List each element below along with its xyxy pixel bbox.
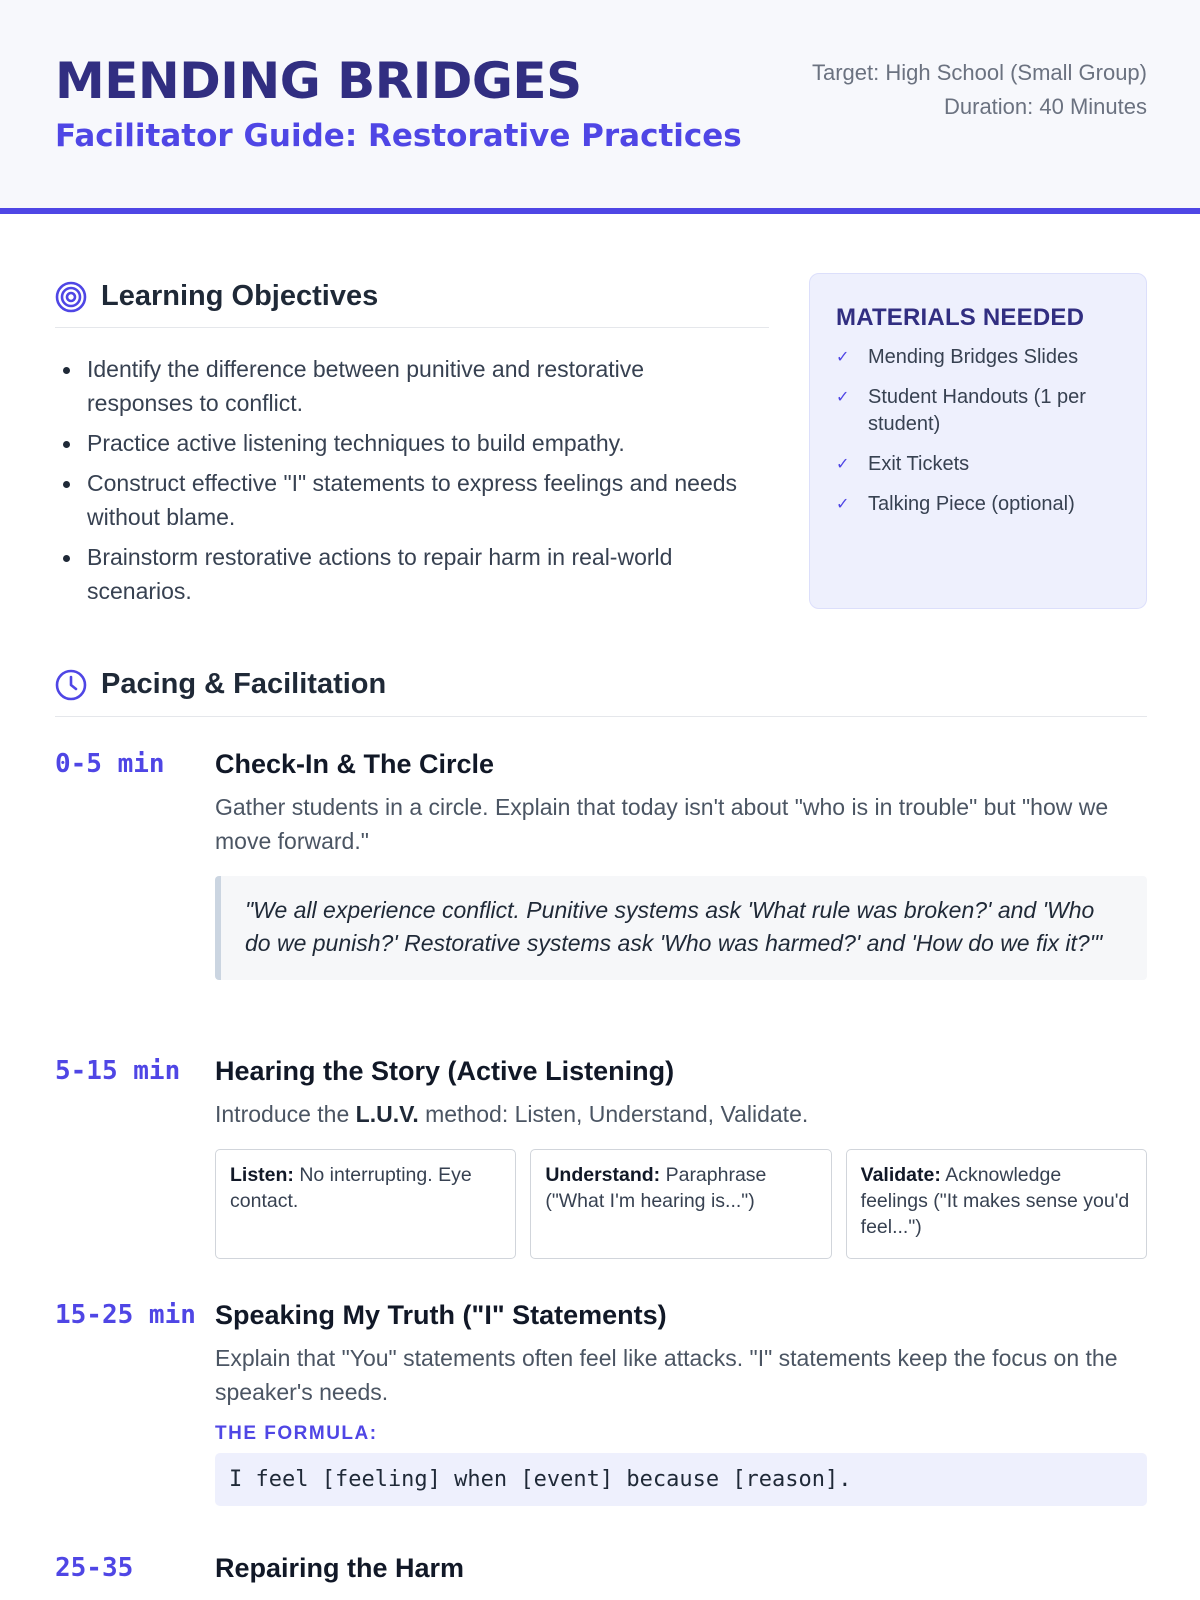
card-term: Listen: bbox=[230, 1164, 294, 1186]
clock-icon bbox=[55, 669, 87, 701]
block-content bbox=[215, 1297, 1147, 1506]
block-description: Gather students in a circle. Explain that today isn't about "who is in trouble" but "how we move forward." bbox=[215, 794, 1109, 854]
formula-box: I feel [feeling] when [event] because [reason]. bbox=[215, 1453, 1147, 1506]
check-icon: ✓ bbox=[836, 496, 850, 513]
luv-card-listen bbox=[215, 1149, 516, 1259]
pacing-title: Pacing & Facilitation bbox=[101, 668, 387, 700]
material-label: Student Handouts (1 per student) bbox=[868, 386, 1086, 435]
material-item bbox=[836, 384, 1120, 438]
block-content bbox=[215, 746, 1147, 980]
block-title: Check-In & The Circle bbox=[215, 749, 495, 779]
block-title: Speaking My Truth ("I" Statements) bbox=[215, 1300, 667, 1330]
objectives-heading bbox=[55, 280, 378, 313]
lesson-duration: Duration: 40 Minutes bbox=[944, 94, 1147, 119]
material-item bbox=[836, 451, 1120, 478]
document-header bbox=[0, 0, 1200, 214]
objectives-title: Learning Objectives bbox=[101, 280, 379, 312]
text-segment: Introduce the bbox=[215, 1101, 356, 1127]
check-icon: ✓ bbox=[836, 456, 850, 473]
block-content bbox=[215, 1550, 1147, 1586]
document-subtitle: Facilitator Guide: Restorative Practices bbox=[55, 118, 742, 154]
text-segment: method: Listen, Understand, Validate. bbox=[418, 1101, 809, 1127]
material-item bbox=[836, 344, 1120, 371]
objectives-divider bbox=[55, 327, 769, 328]
script-quote: "We all experience conflict. Punitive systems ask 'What rule was broken?' and 'Who do we punish?' Restorative systems ask 'Who was harmed?' and 'How do we fix it?'" bbox=[215, 876, 1147, 980]
objective-item: Brainstorm restorative actions to repair harm in real-world scenarios. bbox=[55, 540, 755, 608]
card-term: Understand: bbox=[545, 1164, 661, 1186]
check-icon: ✓ bbox=[836, 389, 850, 406]
formula-label: THE FORMULA: bbox=[215, 1423, 378, 1444]
block-title: Hearing the Story (Active Listening) bbox=[215, 1056, 675, 1086]
luv-card-understand bbox=[530, 1149, 831, 1259]
objectives-list bbox=[55, 352, 755, 614]
card-desc: Acknowledge feelings ("It makes sense you'd feel...") bbox=[860, 1164, 1130, 1238]
lesson-meta bbox=[812, 56, 1147, 124]
pacing-divider bbox=[55, 716, 1147, 717]
block-title: Repairing the Harm bbox=[215, 1553, 465, 1583]
objective-item: Practice active listening techniques to build empathy. bbox=[55, 426, 755, 460]
card-term: Validate: bbox=[860, 1164, 941, 1186]
objective-item: Identify the difference between punitive and restorative responses to conflict. bbox=[55, 352, 755, 420]
card-desc: Paraphrase ("What I'm hearing is...") bbox=[545, 1164, 767, 1212]
luv-card-validate bbox=[846, 1149, 1147, 1259]
luv-cards bbox=[215, 1149, 1147, 1259]
pacing-heading bbox=[55, 668, 386, 701]
material-label: Mending Bridges Slides bbox=[868, 346, 1079, 368]
materials-panel bbox=[809, 273, 1147, 609]
materials-title: MATERIALS NEEDED bbox=[836, 304, 1085, 331]
card-desc: No interrupting. Eye contact. bbox=[230, 1164, 472, 1212]
target-audience: Target: High School (Small Group) bbox=[811, 60, 1147, 85]
objective-item: Construct effective "I" statements to express feelings and needs without blame. bbox=[55, 466, 755, 534]
check-icon: ✓ bbox=[836, 349, 850, 366]
time-range: 5-15 min bbox=[55, 1056, 181, 1086]
material-item bbox=[836, 491, 1120, 518]
block-description bbox=[215, 1097, 1147, 1131]
material-label: Talking Piece (optional) bbox=[868, 493, 1075, 515]
target-icon bbox=[55, 281, 87, 313]
time-range: 15-25 min bbox=[55, 1300, 196, 1330]
block-description: Explain that "You" statements often feel like attacks. "I" statements keep the focus on the speaker's needs. bbox=[215, 1345, 1118, 1405]
time-range: 25-35 bbox=[55, 1553, 134, 1583]
block-content bbox=[215, 1053, 1147, 1259]
document-title: MENDING BRIDGES bbox=[55, 52, 582, 110]
time-range: 0-5 min bbox=[55, 749, 165, 779]
method-acronym: L.U.V. bbox=[355, 1101, 419, 1127]
material-label: Exit Tickets bbox=[868, 453, 970, 475]
